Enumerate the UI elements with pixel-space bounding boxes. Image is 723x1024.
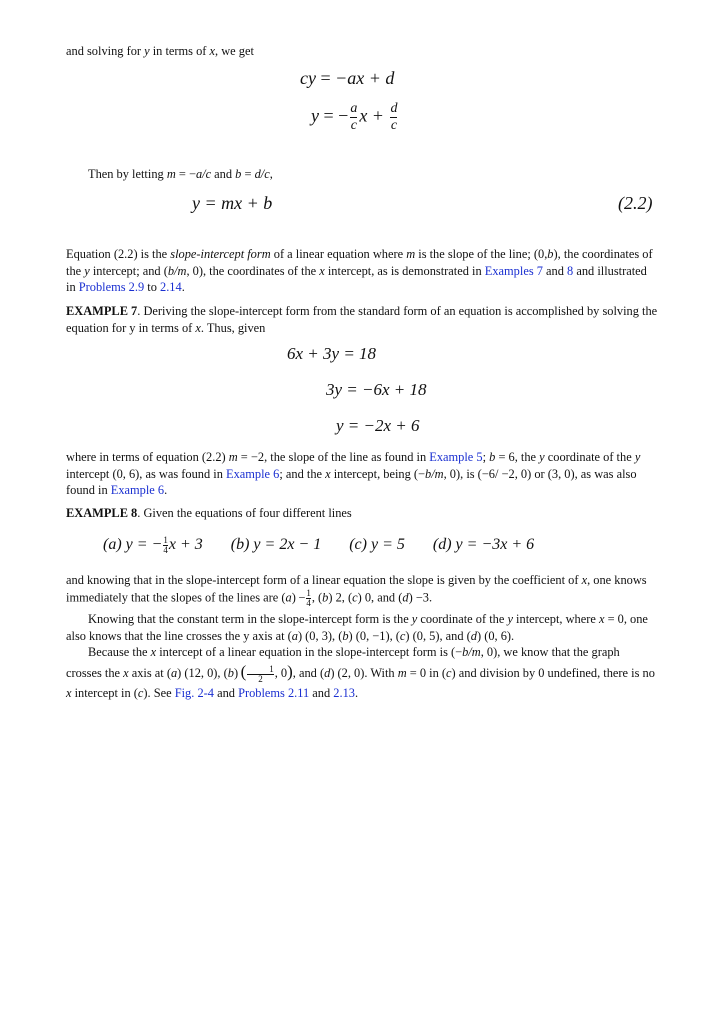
numerator: 1 (163, 535, 168, 545)
text: ) (12, 0), ( (177, 666, 228, 680)
paren-close: ) (287, 662, 293, 681)
text: ) and division by 0 undefined, there is no (451, 666, 655, 680)
eq-rhs: −ax + d (335, 68, 395, 88)
denominator: c (390, 118, 398, 133)
eq-body: 6x + 3y = 18 (287, 344, 377, 363)
denominator: c (350, 118, 357, 133)
text: , 0), is (−6/ −2, 0) or (3, 0), as was also found in (66, 466, 637, 497)
label-a: a (291, 628, 298, 643)
text: . Given the equations of four different lines (137, 506, 352, 520)
equation-cy (300, 68, 394, 89)
text: ; and the (279, 466, 326, 481)
link-example-5[interactable]: Example 5 (429, 450, 483, 464)
text: ). See (143, 685, 175, 700)
fraction-one-quarter (163, 536, 168, 555)
var-dc: d/c (254, 167, 270, 181)
text: ) (233, 666, 241, 680)
label-c: c (446, 666, 452, 680)
denominator: 4 (163, 545, 168, 555)
text: intercept; and ( (89, 263, 168, 278)
label-b: b (227, 666, 234, 680)
text: ) (0, 3), ( (297, 628, 343, 643)
text: is the slope of the line; (0, (415, 247, 548, 261)
label-c: c (137, 685, 144, 700)
equation-result-y (336, 416, 420, 436)
eq-body: y = mx + b (192, 193, 273, 213)
var-ac: a/c (195, 167, 212, 181)
equation-standard-form (287, 344, 376, 364)
numerator: a (350, 101, 358, 116)
var-b: b (489, 450, 496, 464)
text: , 0), the coordinates of the (186, 263, 320, 278)
text: intercept, as is demonstrated in (324, 263, 485, 278)
label-d: (d) (432, 536, 452, 554)
text: axis at ( (128, 666, 171, 680)
text: , 0), we know that the graph crosses the (66, 645, 620, 680)
label-b: b (322, 589, 329, 604)
text: ) 0, and ( (357, 589, 403, 604)
text: and solving for (66, 44, 145, 58)
text: = −2, the slope of the line as found in (237, 450, 430, 464)
numerator: d (390, 101, 398, 116)
text: coordinate of the (544, 450, 635, 464)
label-a: a (285, 589, 292, 604)
text: . (164, 483, 168, 497)
var-x: x (325, 466, 331, 481)
text: and (309, 685, 334, 700)
text: and (542, 263, 568, 278)
eq-sign: = (320, 68, 331, 88)
text: ) (2, 0). With (330, 666, 398, 680)
var-x: x (209, 44, 216, 58)
label-c: c (352, 589, 358, 604)
text: = 0 in ( (406, 666, 447, 680)
link-example-6[interactable]: Example 6 (226, 466, 280, 481)
text: intercept, where (512, 612, 599, 626)
example-heading: EXAMPLE 7 (66, 304, 138, 318)
text: , 0 (274, 666, 288, 680)
denominator: 4 (306, 597, 311, 608)
intro-line (66, 43, 658, 60)
text: , ( (311, 589, 323, 604)
text: ) −3. (408, 589, 433, 604)
paragraph-x-intercepts (66, 643, 658, 703)
text: = (241, 167, 255, 181)
var-m: m (406, 247, 416, 261)
var-x: x (66, 685, 72, 700)
text: . (354, 685, 359, 700)
equation-step-3y (326, 380, 427, 400)
label-b: b (342, 628, 349, 643)
text: , one knows immediately that the slopes of the lines are ( (66, 573, 647, 604)
link-problem-2-14[interactable]: 2.14 (160, 280, 182, 294)
var-b: b (235, 167, 242, 181)
fraction-a-over-c (350, 102, 357, 133)
text: intercept (0, 6), as was found in (66, 466, 227, 481)
equation-four-lines (103, 536, 534, 555)
denominator: 2 (258, 673, 263, 684)
var-b: b (547, 247, 554, 261)
text: ; (482, 450, 490, 464)
text: ) (0, 6). (477, 628, 515, 643)
label-c: (c) (349, 536, 367, 554)
eq-sign: = (323, 105, 334, 126)
numerator: 1 (269, 663, 274, 674)
text: = 0, one also knows that the line crosses the y axis at ( (66, 612, 648, 643)
text: Equation (2.2) is the (66, 247, 171, 261)
label-d: d (324, 666, 331, 680)
text: to (144, 280, 160, 294)
eq-d: y = −3x + 6 (455, 536, 535, 554)
then-line (88, 166, 680, 183)
paragraph-example-7-explanation (66, 449, 658, 499)
text: ) 2, ( (328, 589, 353, 604)
equation-slope-intercept (192, 193, 272, 214)
label-d: d (402, 589, 409, 604)
text: ) (0, −1), ( (348, 628, 400, 643)
text: intercept, being (− (330, 466, 426, 481)
var-y: y (507, 612, 513, 626)
eq-a-rest: x + 3 (168, 536, 203, 554)
text: of a linear equation where (270, 247, 407, 261)
var-y: y (411, 612, 418, 626)
text: ) (0, 5), and ( (405, 628, 471, 643)
example-7 (66, 303, 658, 336)
text: and knowing that in the slope-intercept form of a linear equation the slope is given by the coefficient of (66, 573, 582, 587)
var-m: m (397, 666, 407, 680)
paragraph-slope-intercept-definition (66, 246, 658, 296)
link-problem-2-13[interactable]: 2.13 (333, 685, 355, 700)
eq-lhs: y (311, 105, 319, 126)
text: = 6, the (495, 450, 540, 464)
var-y: y (539, 450, 545, 464)
text: . (181, 280, 185, 294)
text: intercept in ( (71, 685, 138, 700)
eq-label: (2.2) (618, 193, 653, 213)
equation-y-fraction (311, 102, 399, 133)
fraction-one-half (247, 665, 274, 684)
var-bm: b/m (167, 263, 187, 278)
minus-sign: − (338, 105, 349, 126)
var-x: x (150, 645, 157, 659)
paren-open: ( (240, 662, 247, 681)
var-x: x (319, 263, 325, 278)
fraction-one-quarter (306, 589, 311, 608)
var-bm: b/m (462, 645, 481, 659)
var-x: x (195, 320, 201, 335)
paragraph-y-intercepts (66, 611, 658, 644)
var-y: y (634, 450, 641, 464)
eq-lhs: cy (300, 68, 316, 88)
text: , and ( (292, 666, 325, 680)
label-d: d (470, 628, 477, 643)
label-c: c (399, 628, 406, 643)
var-m: m (166, 167, 176, 181)
text: Knowing that the constant term in the slope-intercept form is the (88, 612, 412, 626)
link-example-8[interactable]: 8 (567, 263, 574, 278)
eq-b: y = 2x − 1 (253, 536, 322, 554)
link-figure-2-4[interactable]: Fig. 2-4 (174, 685, 214, 700)
example-8 (66, 505, 658, 522)
term-slope-intercept: slope-intercept form (170, 247, 271, 261)
text: , we get (215, 44, 254, 58)
link-problems-2-11[interactable]: Problems 2.11 (238, 685, 310, 700)
var-x: x (598, 612, 605, 626)
eq-body: y = −2x + 6 (336, 416, 420, 435)
text: where in terms of equation (2.2) (66, 450, 229, 464)
text: ) − (291, 589, 306, 604)
eq-middle: x + (359, 105, 384, 126)
var-m: m (228, 450, 238, 464)
text: coordinate of the (417, 612, 508, 626)
link-problems-2-9[interactable]: Problems 2.9 (78, 280, 145, 294)
fraction-d-over-c (390, 102, 397, 133)
text: and (211, 167, 236, 181)
text: . Deriving the slope-intercept form from the standard form of an equation is accomplished by solving the equation for y in terms of (66, 304, 658, 335)
link-example-6[interactable]: Example 6 (110, 483, 165, 497)
var-bm: b/m (425, 466, 444, 481)
equation-label-2-2 (618, 193, 653, 214)
text: Then by letting (88, 167, 167, 181)
var-y: y (84, 263, 90, 278)
text: in terms of (149, 44, 210, 58)
eq-a-lhs: y = − (125, 536, 163, 554)
text: . Thus, given (200, 320, 266, 335)
text: and (213, 685, 239, 700)
numerator: 1 (306, 587, 311, 598)
var-x: x (123, 666, 129, 680)
text: = − (175, 167, 196, 181)
eq-c: y = 5 (370, 536, 405, 554)
text: ), the coordinates of the (66, 247, 653, 278)
link-examples-7[interactable]: Examples 7 (484, 263, 543, 278)
label-a: a (170, 666, 178, 680)
eq-body: 3y = −6x + 18 (326, 380, 427, 399)
var-x: x (581, 573, 588, 587)
paragraph-slopes (66, 572, 658, 608)
label-a: (a) (103, 536, 122, 554)
label-b: (b) (230, 536, 250, 554)
text: intercept of a linear equation in the slope-intercept form is (− (156, 645, 463, 659)
text: , (269, 167, 273, 181)
text: Because the (88, 645, 151, 659)
example-heading: EXAMPLE 8 (66, 506, 138, 520)
text: and illustrated in (66, 263, 647, 294)
var-y: y (144, 44, 150, 58)
